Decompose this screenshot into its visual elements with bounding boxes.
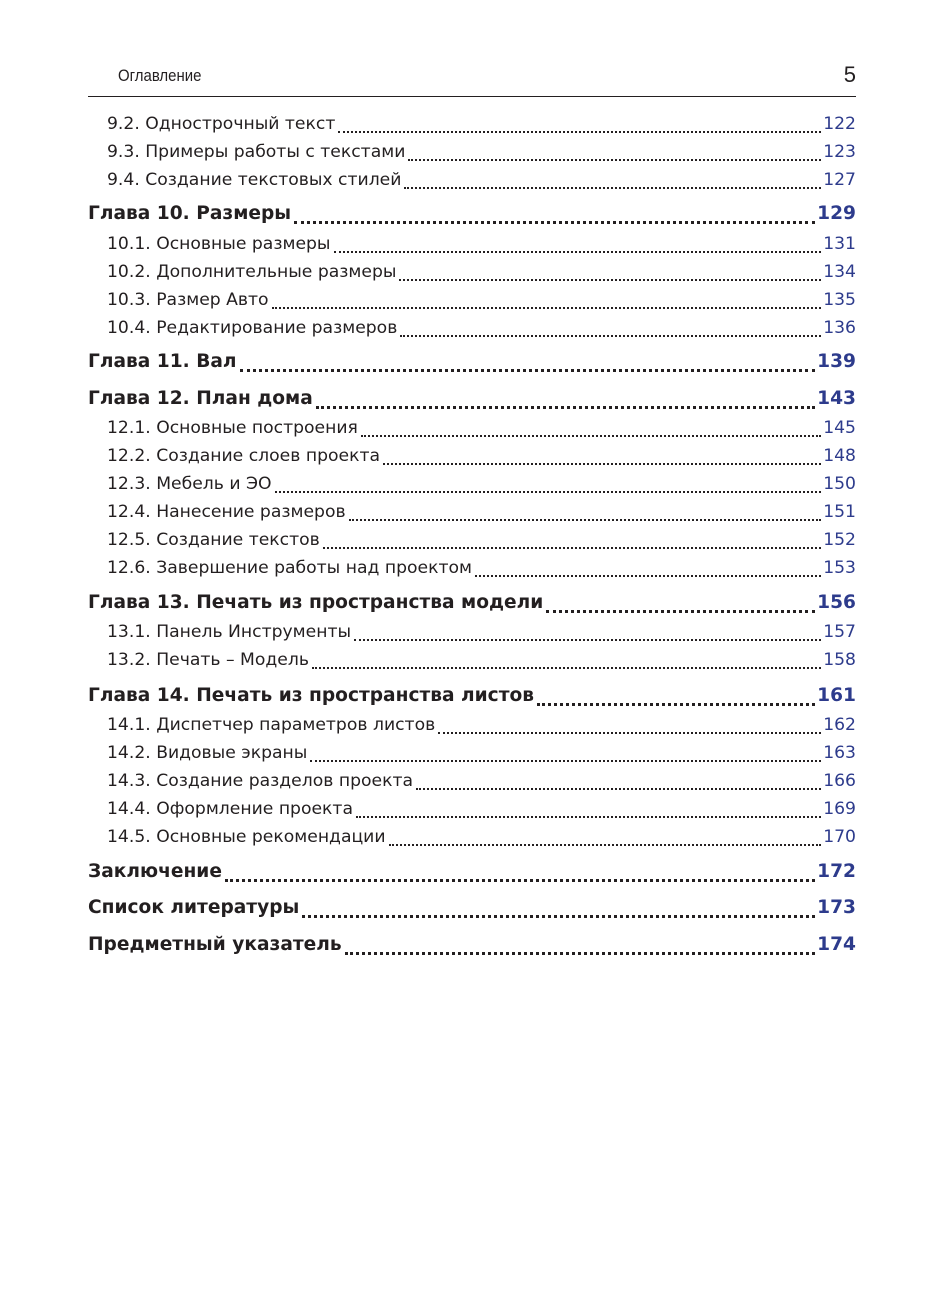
toc-section-entry[interactable] — [107, 290, 856, 314]
dot-leader — [323, 530, 821, 554]
page-number: 5 — [843, 62, 856, 87]
dot-leader — [225, 861, 815, 887]
toc-section-entry[interactable] — [107, 502, 856, 526]
dot-leader — [338, 114, 821, 138]
toc-section-entry[interactable] — [107, 622, 856, 646]
toc-entry-title: Глава 11. Вал — [88, 351, 237, 372]
toc-entry-title: Глава 10. Размеры — [88, 203, 292, 224]
toc-entry-page-number: 143 — [817, 388, 856, 409]
dot-leader — [310, 743, 821, 767]
toc-chapter-entry[interactable] — [88, 203, 856, 229]
running-header-title: Оглавление — [118, 66, 202, 85]
toc-entry-page-number: 139 — [817, 351, 856, 372]
toc-entry-page-number: 135 — [823, 290, 856, 310]
toc-entry-page-number: 161 — [817, 685, 856, 706]
toc-entry-title: 10.2. Дополнительные размеры — [107, 262, 397, 282]
toc-section-entry[interactable] — [107, 318, 856, 342]
toc-entry-page-number: 127 — [823, 170, 856, 190]
toc-chapter-entry[interactable] — [88, 351, 856, 377]
toc-entry-page-number: 156 — [817, 592, 856, 613]
toc-entry-title: 12.4. Нанесение размеров — [107, 502, 346, 522]
dot-leader — [302, 897, 815, 923]
dot-leader — [272, 290, 822, 314]
toc-chapter-entry[interactable] — [88, 861, 856, 887]
toc-chapter-entry[interactable] — [88, 897, 856, 923]
toc-entry-page-number: 134 — [823, 262, 856, 282]
toc-entry-page-number: 162 — [823, 715, 856, 735]
toc-entry-page-number: 145 — [823, 418, 856, 438]
toc-section-entry[interactable] — [107, 114, 856, 138]
toc-section-entry[interactable] — [107, 743, 856, 767]
dot-leader — [383, 446, 821, 470]
dot-leader — [537, 685, 815, 711]
toc-entry-page-number: 169 — [823, 799, 856, 819]
toc-entry-title: 13.2. Печать – Модель — [107, 650, 309, 670]
dot-leader — [275, 474, 822, 498]
toc-section-entry[interactable] — [107, 170, 856, 194]
toc-entry-title: Глава 12. План дома — [88, 388, 313, 409]
toc-entry-page-number: 174 — [817, 934, 856, 955]
dot-leader — [399, 262, 821, 286]
toc-entry-page-number: 148 — [823, 446, 856, 466]
toc-entry-page-number: 122 — [823, 114, 856, 134]
dot-leader — [416, 771, 821, 795]
toc-entry-page-number: 150 — [823, 474, 856, 494]
toc-entry-page-number: 151 — [823, 502, 856, 522]
toc-entry-page-number: 163 — [823, 743, 856, 763]
dot-leader — [438, 715, 821, 739]
toc-entry-title: 14.5. Основные рекомендации — [107, 827, 386, 847]
toc-section-entry[interactable] — [107, 142, 856, 166]
toc-section-entry[interactable] — [107, 418, 856, 442]
toc-section-entry[interactable] — [107, 799, 856, 823]
dot-leader — [349, 502, 822, 526]
dot-leader — [361, 418, 821, 442]
toc-section-entry[interactable] — [107, 446, 856, 470]
toc-entry-title: 14.1. Диспетчер параметров листов — [107, 715, 436, 735]
toc-entry-title: 14.2. Видовые экраны — [107, 743, 308, 763]
toc-entry-title: Глава 13. Печать из пространства модели — [88, 592, 544, 613]
toc-entry-page-number: 170 — [823, 827, 856, 847]
dot-leader — [389, 827, 822, 851]
toc-entry-page-number: 166 — [823, 771, 856, 791]
dot-leader — [294, 203, 815, 229]
dot-leader — [240, 351, 816, 377]
toc-entry-title: 14.4. Оформление проекта — [107, 799, 353, 819]
dot-leader — [475, 558, 821, 582]
toc-entry-page-number: 173 — [817, 897, 856, 918]
toc-entry-title: Заключение — [88, 861, 222, 882]
toc-section-entry[interactable] — [107, 530, 856, 554]
toc-entry-title: 14.3. Создание разделов проекта — [107, 771, 414, 791]
dot-leader — [316, 388, 815, 414]
toc-entry-page-number: 123 — [823, 142, 856, 162]
toc-section-entry[interactable] — [107, 827, 856, 851]
toc-entry-title: 12.1. Основные построения — [107, 418, 358, 438]
toc-chapter-entry[interactable] — [88, 388, 856, 414]
toc-section-entry[interactable] — [107, 650, 856, 674]
toc-entry-page-number: 152 — [823, 530, 856, 550]
toc-entry-title: 10.3. Размер Авто — [107, 290, 269, 310]
dot-leader — [408, 142, 821, 166]
toc-entry-page-number: 157 — [823, 622, 856, 642]
toc-entry-page-number: 153 — [823, 558, 856, 578]
toc-entry-title: 12.5. Создание текстов — [107, 530, 320, 550]
toc-entry-title: 9.2. Однострочный текст — [107, 114, 336, 134]
toc-entry-title: 10.1. Основные размеры — [107, 234, 331, 254]
toc-entry-title: 13.1. Панель Инструменты — [107, 622, 352, 642]
toc-entry-title: Глава 14. Печать из пространства листов — [88, 685, 535, 706]
dot-leader — [312, 650, 821, 674]
dot-leader — [354, 622, 821, 646]
dot-leader — [345, 934, 816, 960]
toc-entry-title: 12.2. Создание слоев проекта — [107, 446, 380, 466]
dot-leader — [400, 318, 821, 342]
toc-section-entry[interactable] — [107, 474, 856, 498]
toc-entry-title: 9.4. Создание текстовых стилей — [107, 170, 402, 190]
toc-section-entry[interactable] — [107, 558, 856, 582]
toc-entry-title: Список литературы — [88, 897, 300, 918]
toc-entry-page-number: 158 — [823, 650, 856, 670]
dot-leader — [356, 799, 821, 823]
dot-leader — [404, 170, 821, 194]
toc-chapter-entry[interactable] — [88, 934, 856, 960]
toc-entry-page-number: 172 — [817, 861, 856, 882]
toc-section-entry[interactable] — [107, 262, 856, 286]
toc-entry-page-number: 129 — [817, 203, 856, 224]
toc-entry-title: 12.3. Мебель и ЭО — [107, 474, 272, 494]
toc-entry-page-number: 131 — [823, 234, 856, 254]
toc-chapter-entry[interactable] — [88, 592, 856, 618]
toc-chapter-entry[interactable] — [88, 685, 856, 711]
toc-section-entry[interactable] — [107, 715, 856, 739]
toc-entry-title: 9.3. Примеры работы с текстами — [107, 142, 406, 162]
toc-entry-title: Предметный указатель — [88, 934, 342, 955]
dot-leader — [334, 234, 822, 258]
dot-leader — [546, 592, 815, 618]
toc-section-entry[interactable] — [107, 771, 856, 795]
toc-section-entry[interactable] — [107, 234, 856, 258]
toc-entry-title: 10.4. Редактирование размеров — [107, 318, 398, 338]
toc-entry-page-number: 136 — [823, 318, 856, 338]
toc-entry-title: 12.6. Завершение работы над проектом — [107, 558, 472, 578]
